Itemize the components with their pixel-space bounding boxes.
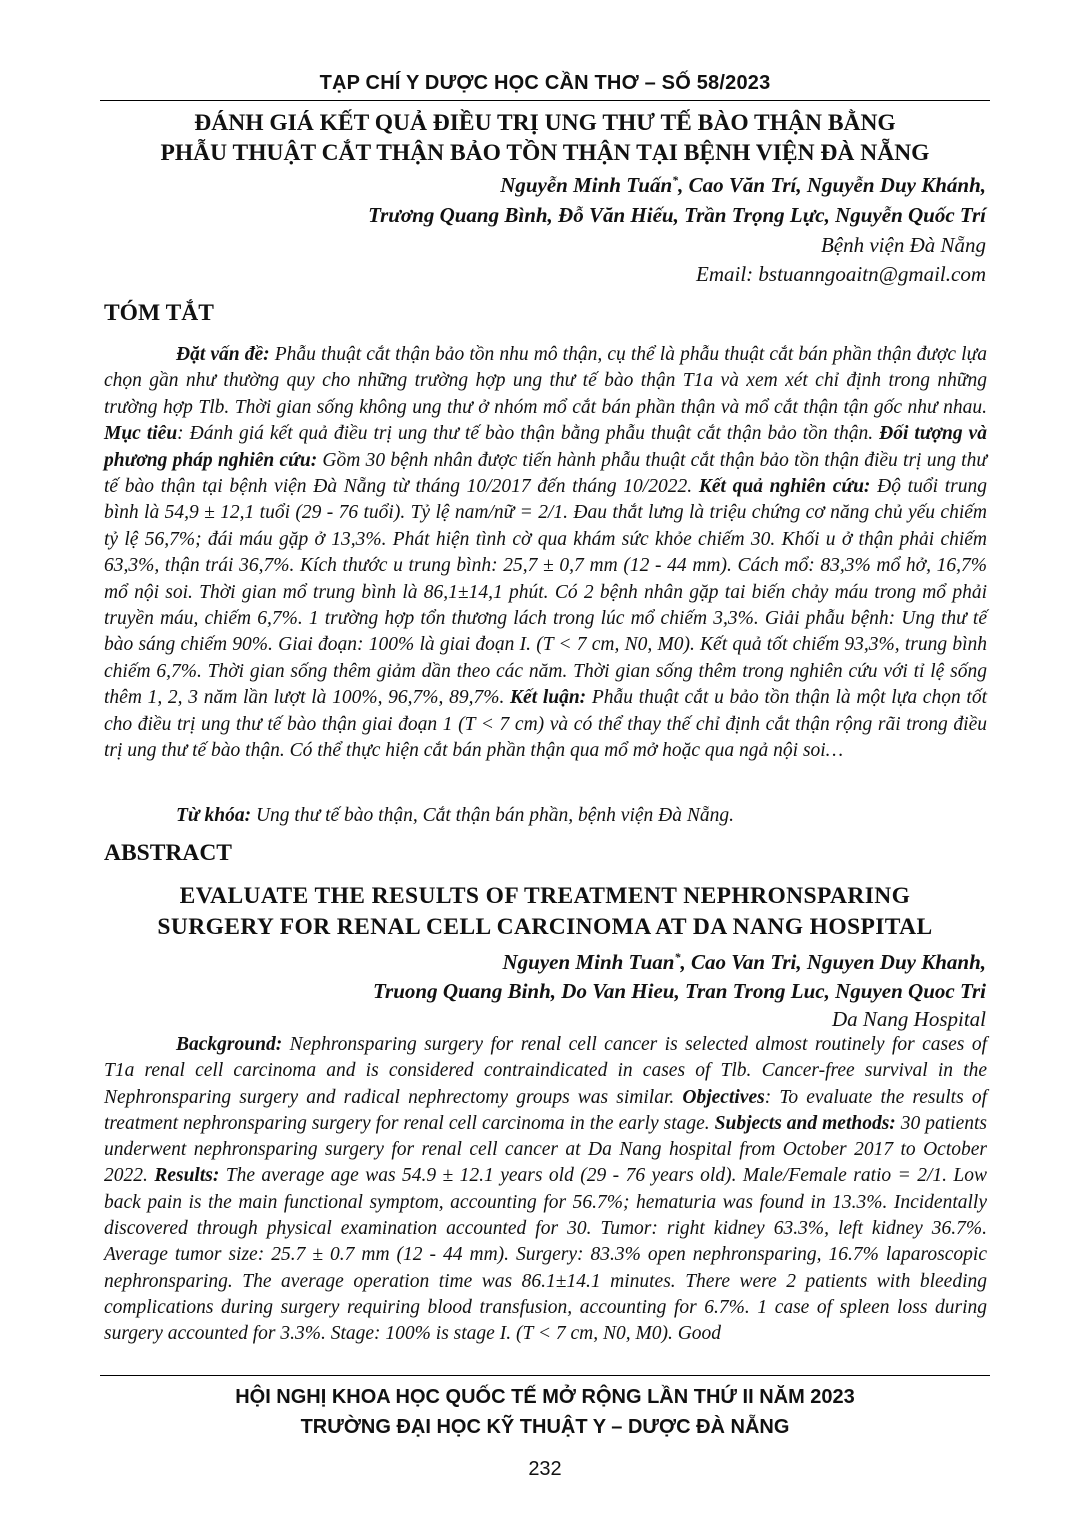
en-title-line-2: SURGERY FOR RENAL CELL CARCINOMA AT DA NANG HOSPITAL — [157, 914, 933, 940]
page-number: 232 — [528, 1458, 562, 1480]
summary-problem-label: Đặt vấn đề: — [176, 344, 270, 365]
title-line-1: ĐÁNH GIÁ KẾT QUẢ ĐIỀU TRỊ UNG THƯ TẾ BÀO THẬN BẰNG — [194, 110, 896, 136]
abstract-results-text: The average age was 54.9 ± 12.1 years old (29 - 76 years old). Male/Female ratio = 2/1. Low back pain is the main functional symptom, accounting for 56.7%; hematuria was found in 13.3%. Incidentally discovered through physical examination accounted for 30. Tumor: right kidney 63.3%, left kidney 36.7%. Average tumor size: 25.7 ± 0.7 mm (12 - 44 mm). Surgery: 83.3% open nephronsparing, 16.7% laparoscopic nephronsparing. The average operation time was 86.1±14.1 minutes. There were 2 patients with bleeding complications during surgery requiring blood transfusion, accounting for 6.7%. 1 case of spleen loss during surgery accounted for 3.3%. Stage: 100% is stage I. (T < 7 cm, N0, M0). Good — [104, 1165, 988, 1345]
en-corresponding-mark: * — [674, 950, 681, 964]
corresponding-mark: * — [672, 173, 679, 187]
footer-university: TRƯỜNG ĐẠI HỌC KỸ THUẬT Y – DƯỢC ĐÀ NẴNG — [300, 1416, 790, 1438]
author-email[interactable]: Email: bstuanngoaitn@gmail.com — [696, 262, 986, 286]
article-title-vi — [100, 108, 990, 168]
journal-header: TẠP CHÍ Y DƯỢC HỌC CẦN THƠ – SỐ 58/2023 — [319, 72, 771, 94]
summary-objective-label: Mục tiêu — [104, 423, 178, 445]
en-co-authors-line-1: , Cao Van Tri, Nguyen Duy Khanh, — [680, 950, 986, 974]
en-co-authors-line-2: Truong Quang Binh, Do Van Hieu, Tran Trong Luc, Nguyen Quoc Tri — [372, 979, 986, 1003]
abstract-background-text: Nephronsparing surgery for renal cell cancer is selected almost routinely for cases of T1a renal cell carcinoma and is considered contraindicated in cases of Tlb. Cancer-free survival in the Nephronsparing surgery and radical nephrectomy groups was similar. — [104, 1034, 987, 1108]
abstract-body — [104, 1032, 987, 1348]
footer-conference: HỘI NGHỊ KHOA HỌC QUỐC TẾ MỞ RỘNG LẦN THỨ II NĂM 2023 — [235, 1386, 855, 1408]
summary-results-label: Kết quả nghiên cứu: — [698, 476, 871, 498]
summary-methods-label: Đối tượng và phương pháp nghiên cứu: — [104, 423, 987, 471]
title-line-2: PHẪU THUẬT CẮT THẬN BẢO TỒN THẬN TẠI BỆNH VIỆN ĐÀ NẴNG — [160, 140, 930, 166]
keywords-label: Từ khóa: — [176, 805, 252, 826]
footer-rule — [100, 1375, 990, 1376]
abstract-objectives-label: Objectives — [682, 1086, 765, 1108]
summary-objective-text: : Đánh giá kết quả điều trị ung thư tế bào thận bằng phẫu thuật cắt thận bảo tồn thận. — [177, 423, 880, 445]
affiliation-en: Da Nang Hospital — [831, 1007, 986, 1031]
summary-heading: TÓM TẮT — [104, 300, 214, 326]
summary-conclusion-text: Phẫu thuật cắt u bảo tồn thận là một lựa chọn tốt cho điều trị ung thư tế bào thận giai đoạn 1 (T < 7 cm) và có thể thay thế chỉ định cắt thận rộng rãi trong điều trị ung thư tế bào thận. Có thể thực hiện cắt bán phần thận qua mổ mở hoặc qua ngả nội soi… — [104, 687, 987, 762]
abstract-heading: ABSTRACT — [104, 840, 232, 866]
keywords — [104, 803, 987, 829]
article-title-en — [100, 881, 990, 943]
authors-vi — [106, 170, 986, 230]
summary-methods-text: Gồm 30 bệnh nhân được tiến hành phẫu thuật cắt thận bảo tồn thận điều trị ung thư tế bào thận tại bệnh viện Đà Nẵng từ tháng 10/2017 đến tháng 10/2022. — [104, 449, 987, 498]
affiliation-vi: Bệnh viện Đà Nẵng — [820, 233, 986, 257]
summary-results-text: Độ tuổi trung bình là 54,9 ± 12,1 tuổi (29 - 76 tuổi). Tỷ lệ nam/nữ = 2/1. Đau thắt lưng là triệu chứng cơ năng chủ yếu chiếm tỷ lệ 56,7%; đái máu gặp ở 13,3%. Phát hiện tình cờ qua khám sức khỏe chiếm 30. Khối u ở thận phải chiếm 63,3%, thận trái 36,7%. Kích thước u trung bình: 25,7 ± 0,7 mm (12 - 44 mm). Cách mổ: 83,3% mổ hở, 16,7% mổ nội soi. Thời gian mổ trung bình là 86,1±14,1 phút. Có 2 bệnh nhân gặp tai biến chảy máu trong mổ phải truyền máu, chiếm 6,7%. 1 trường hợp tổn thương lách trong lúc mổ chiếm 3,3%. Giải phẫu bệnh: Ung thư tế bào sáng chiếm 90%. Giai đoạn: 100% là giai đoạn I. (T < 7 cm, N0, M0). Kết quả tốt chiếm 93,3%, trung bình chiếm 6,7%. Thời gian sống thêm giảm dần theo các năm. Thời gian sống thêm trong nghiên cứu với tỉ lệ sống thêm 1, 2, 3 năm lần lượt là 100%, 96,7%, 89,7%. — [104, 476, 987, 709]
abstract-results-label: Results: — [154, 1165, 220, 1187]
abstract-objectives-text: : To evaluate the results of treatment nephronsparing surgery for renal cell carcinoma in the early stage. — [104, 1086, 987, 1134]
en-title-line-1: EVALUATE THE RESULTS OF TREATMENT NEPHRONSPARING — [179, 883, 911, 909]
abstract-methods-text: 30 patients underwent nephronsparing surgery for renal cell cancer at Da Nang hospital from October 2017 to October 2022. — [104, 1112, 988, 1187]
co-authors-line-1: , Cao Văn Trí, Nguyễn Duy Khánh, — [678, 173, 986, 197]
first-author: Nguyễn Minh Tuấn — [500, 173, 673, 197]
abstract-methods-label: Subjects and methods: — [714, 1112, 896, 1134]
summary-conclusion-label: Kết luận: — [510, 687, 587, 709]
keywords-text: Ung thư tế bào thận, Cắt thận bán phần, bệnh viện Đà Nẵng. — [251, 805, 735, 826]
header-rule — [100, 100, 990, 101]
summary-body — [104, 342, 987, 765]
abstract-background-label: Background: — [176, 1034, 283, 1055]
co-authors-line-2: Trương Quang Bình, Đỗ Văn Hiếu, Trần Trọng Lực, Nguyễn Quốc Trí — [368, 203, 986, 227]
summary-problem-text: Phẫu thuật cắt thận bảo tồn nhu mô thận, cụ thể là phẫu thuật cắt bán phần thận được lựa chọn gần như thường quy cho những trường hợp ung thư tế bào thận T1a và xem xét chỉ định trong những trường hợp Tlb. Thời gian sống không ung thư ở nhóm mổ cắt bán phần thận và mổ cắt thận tận gốc như nhau. — [104, 344, 987, 418]
en-first-author: Nguyen Minh Tuan — [502, 950, 675, 974]
authors-en — [106, 948, 986, 1006]
